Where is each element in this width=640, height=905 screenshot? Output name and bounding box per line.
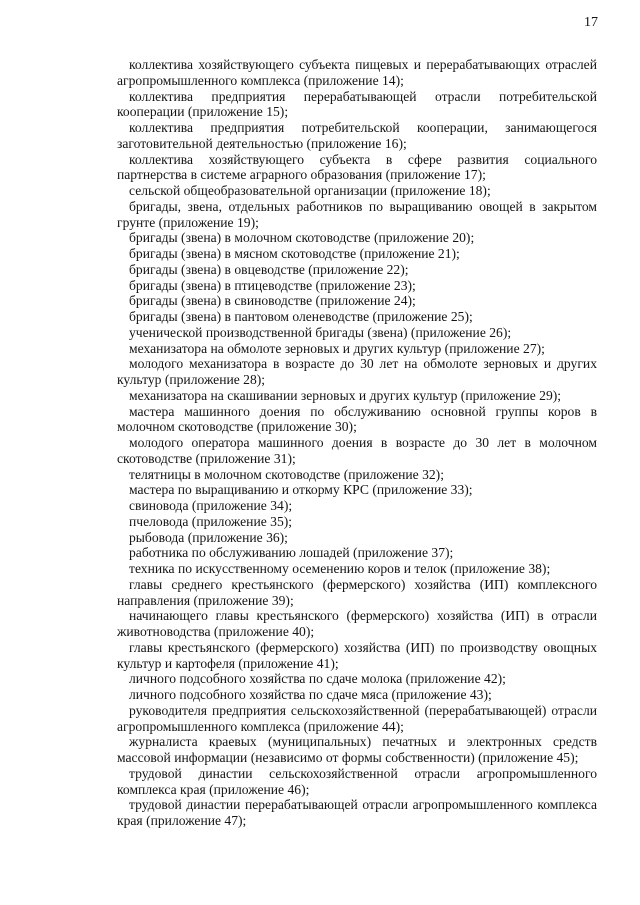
document-body — [117, 57, 597, 829]
list-item: бригады (звена) в мясном скотоводстве (приложение 21); — [129, 246, 460, 261]
list-item: ученической производственной бригады (звена) (приложение 26); — [129, 324, 512, 340]
list-item: техника по искусственному осеменению коров и телок (приложение 38); — [129, 561, 551, 576]
list-item: трудовой династии перерабатывающей отрасли агропромышленного комплекса края (приложение 47); — [117, 797, 597, 828]
list-item: бригады, звена, отдельных работников по выращиванию овощей в закрытом грунте (приложение 19); — [117, 198, 597, 230]
list-item: механизатора на обмолоте зерновых и других культур (приложение 27); — [129, 340, 545, 356]
list-item: коллектива предприятия перерабатывающей отрасли потребительской кооперации (приложение 15); — [117, 88, 597, 120]
list-item: бригады (звена) в птицеводстве (приложение 23); — [129, 277, 416, 293]
list-item: коллектива хозяйствующего субъекта пищевых и перерабатывающих отраслей агропромышленного комплекса (приложение 14); — [117, 57, 597, 88]
list-item: трудовой династии сельскохозяйственной отрасли агропромышленного комплекса края (приложение 46); — [117, 765, 597, 797]
list-item: главы среднего крестьянского (фермерского) хозяйства (ИП) комплексного направления (приложение 39); — [117, 576, 597, 608]
list-item: коллектива хозяйствующего субъекта в сфере развития социального партнерства в системе аграрного образования (приложение 17); — [117, 151, 597, 183]
list-item: бригады (звена) в овцеводстве (приложение 22); — [129, 261, 409, 277]
list-item: сельской общеобразовательной организации (приложение 18); — [129, 183, 491, 198]
list-item: молодого механизатора в возрасте до 30 лет на обмолоте зерновых и других культур (приложение 28); — [117, 356, 597, 387]
list-item: коллектива предприятия потребительской кооперации, занимающегося заготовительной деятельностью (приложение 16); — [117, 120, 597, 151]
list-item: механизатора на скашивании зерновых и других культур (приложение 29); — [129, 387, 562, 403]
list-item: рыбовода (приложение 36); — [129, 529, 288, 545]
list-item: руководителя предприятия сельскохозяйственной (перерабатывающей) отрасли агропромышленного комплекса (приложение 44); — [117, 702, 597, 734]
list-item: журналиста краевых (муниципальных) печатных и электронных средств массовой информации (независимо от формы собственности) (приложение 45); — [117, 734, 597, 765]
list-item: работника по обслуживанию лошадей (приложение 37); — [129, 545, 454, 561]
list-item: личного подсобного хозяйства по сдаче молока (приложение 42); — [129, 671, 506, 687]
list-item: бригады (звена) в пантовом оленеводстве (приложение 25); — [129, 309, 473, 324]
list-item: бригады (звена) в свиноводстве (приложение 24); — [129, 293, 416, 309]
list-item: начинающего главы крестьянского (фермерского) хозяйства (ИП) в отрасли животноводства (приложение 40); — [117, 608, 597, 639]
list-item: пчеловода (приложение 35); — [129, 513, 293, 529]
list-item: личного подсобного хозяйства по сдаче мяса (приложение 43); — [129, 687, 492, 702]
list-item: телятницы в молочном скотоводстве (приложение 32); — [129, 466, 444, 482]
list-item: свиновода (приложение 34); — [129, 498, 293, 513]
list-item: мастера машинного доения по обслуживанию основной группы коров в молочном скотоводстве (приложение 30); — [117, 403, 597, 435]
list-item: мастера по выращиванию и откорму КРС (приложение 33); — [129, 482, 473, 498]
page-number: 17 — [584, 15, 598, 30]
list-item: молодого оператора машинного доения в возрасте до 30 лет в молочном скотоводстве (приложение 31); — [117, 435, 597, 466]
list-item: главы крестьянского (фермерского) хозяйства (ИП) по производству овощных культур и картофеля (приложение 41); — [117, 639, 597, 671]
list-item: бригады (звена) в молочном скотоводстве (приложение 20); — [129, 230, 475, 246]
